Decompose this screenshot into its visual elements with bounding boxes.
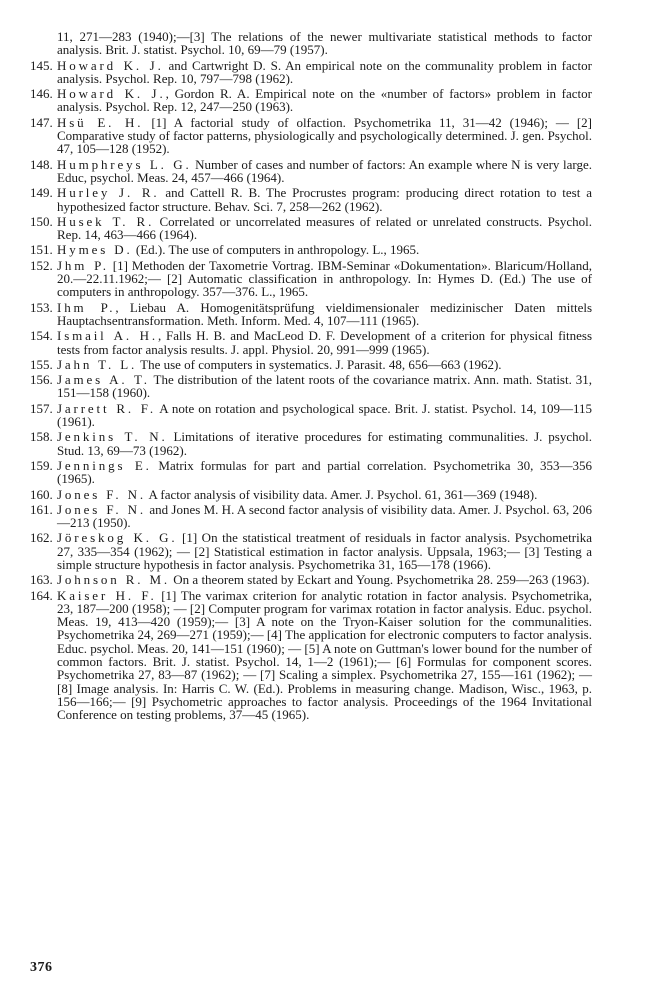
reference-details: Correlated or uncorrelated measures of related or unrelated constructs. Psychol. Rep. 14, 463—466 (1964).: [57, 213, 592, 243]
reference-details: The use of computers in systematics. J. Parasit. 48, 656—663 (1962).: [137, 356, 502, 372]
reference-text: [57, 589, 592, 722]
reference-number: 164.: [30, 587, 53, 603]
reference-text: [57, 243, 592, 256]
reference-entry: [30, 158, 592, 185]
reference-continuation: 11, 271—283 (1940);—[3] The relations of the newer multivariate statistical methods to factor analysis. Brit. J. statist. Psychol. 10, 69—79 (1957).: [57, 29, 592, 58]
reference-details: On a theorem stated by Eckart and Young. Psychometrika 28. 259—263 (1963).: [170, 572, 590, 588]
reference-text: [57, 259, 592, 299]
reference-author: Jarrett R. F.: [57, 400, 156, 416]
reference-author: Hsü E. H.: [57, 114, 144, 130]
reference-text: [57, 531, 592, 571]
reference-entry: [30, 259, 592, 299]
reference-author: Jennings E.: [57, 457, 152, 473]
reference-details: [1] A factorial study of olfaction. Psychometrika 11, 31—42 (1946); — [2] Comparative study of factor patterns, physiologically and psychologically determined. J. gen. Psychol. 47, 105—128 (1952).: [57, 114, 592, 157]
reference-number: 146.: [30, 86, 53, 102]
reference-text: [57, 488, 592, 501]
reference-number: 152.: [30, 257, 53, 273]
reference-author: Jahn T. L.: [57, 356, 138, 372]
reference-details: The distribution of the latent roots of the covariance matrix. Ann. math. Statist. 31, 151—158 (1960).: [57, 372, 592, 401]
reference-text: [57, 503, 592, 530]
reference-details: [1] On the statistical treatment of residuals in factor analysis. Psychometrika 27, 335—354 (1962); — [2] Statistical estimation in factor analysis. Uppsala, 1963;— [3] Testing a simple structure hypothesis in factor analysis. Psychometrika 31, 165—178 (1966).: [57, 530, 592, 572]
reference-entry: [30, 59, 592, 86]
reference-entry: [30, 373, 592, 400]
reference-author: Jenkins T. N.: [57, 429, 168, 445]
reference-entry: [30, 488, 592, 501]
reference-details: (Ed.). The use of computers in anthropology. L., 1965.: [132, 242, 420, 258]
reference-author: Ismail A. H.: [57, 328, 158, 344]
reference-details: Limitations of iterative procedures for estimating communalities. J. psychol. Stud. 13, 69—73 (1962).: [57, 429, 592, 458]
reference-text: [57, 301, 592, 328]
reference-list: [30, 59, 592, 722]
reference-entry: [30, 531, 592, 571]
reference-author: Howard K. J.: [57, 86, 166, 102]
reference-details: Matrix formulas for part and partial correlation. Psychometrika 30, 353—356 (1965).: [57, 457, 592, 487]
reference-text: [57, 87, 592, 114]
reference-details: [1] The varimax criterion for analytic rotation in factor analysis. Psychometrika, 23, 187—200 (1958); — [2] Computer program for varimax rotation in factor analysis. Educ. psychol. Meas. 19, 413—420 (1959);— [3] A note on the Tryon-Kaiser solution for the communalities. Psychometrika 24, 269—271 (1959);— [4] The application for electronic computers to factor analysis. Educ. psychol. Meas. 20, 141—151 (1960); — [5] A note on Guttman's lower bound for the number of common factors. Brit. J. statist. Psychol. 14, 1—2 (1961);— [6] Formulas for component scores. Psychometrika 27, 83—87 (1962); — [7] Scaling a simplex. Psychometrika 27, 155—161 (1962); — [8] Image analysis. In: Harris C. W. (Ed.). Problems in measuring change. Madison, Wisc., 1963, p. 156—166;— [9] Psychometric approaches to factor analysis. Proceedings of the 1964 Invitational Conference on testing problems, 37—45 (1965).: [57, 587, 592, 723]
reference-number: 159.: [30, 457, 53, 473]
reference-text: [57, 158, 592, 185]
reference-author: Hymes D.: [57, 242, 133, 258]
reference-text: [57, 329, 592, 356]
reference-entry: [30, 589, 592, 722]
reference-number: 163.: [30, 572, 53, 588]
reference-number: 154.: [30, 328, 53, 344]
reference-number: 162.: [30, 530, 53, 546]
reference-details: A factor analysis of visibility data. Amer. J. Psychol. 61, 361—369 (1948).: [145, 486, 538, 502]
reference-author: Howard K. J.: [57, 57, 164, 73]
reference-entry: [30, 573, 592, 586]
reference-entry: [30, 329, 592, 356]
reference-author: Ihm P.: [57, 299, 116, 315]
reference-author: Kaiser H. F.: [57, 587, 157, 603]
reference-number: 158.: [30, 429, 53, 445]
reference-details: , Liebau A. Homogenitätsprüfung vieldimensionaler medizinischer Daten mittels Hauptachsentransformation. Meth. Inform. Med. 4, 107—111 (1965).: [57, 299, 593, 328]
page-number: 376: [30, 960, 53, 975]
reference-author: Hurley J. R.: [57, 185, 160, 201]
reference-details: and Jones M. H. A second factor analysis of visibility data. Amer. J. Psychol. 63, 206—213 (1950).: [57, 501, 592, 531]
reference-author: Humphreys L. G.: [57, 156, 192, 172]
reference-number: 151.: [30, 242, 53, 258]
reference-author: Husek T. R.: [57, 213, 155, 229]
reference-author: James A. T.: [57, 372, 150, 388]
reference-number: 145.: [30, 57, 53, 73]
reference-number: 150.: [30, 213, 53, 229]
reference-entry: [30, 358, 592, 371]
reference-author: Jones F. N.: [57, 486, 146, 502]
reference-author: Jöreskog K. G.: [57, 530, 178, 546]
reference-text: [57, 358, 592, 371]
reference-details: and Cattell R. B. The Procrustes program: producing direct rotation to test a hypothesized factor structure. Behav. Sci. 7, 258—262 (1962).: [57, 185, 592, 214]
reference-entry: [30, 402, 592, 429]
reference-text: [57, 373, 592, 400]
reference-number: 157.: [30, 400, 53, 416]
reference-entry: [30, 116, 592, 156]
reference-entry: [30, 503, 592, 530]
reference-text: [57, 573, 592, 586]
reference-number: 147.: [30, 114, 53, 130]
reference-number: 155.: [30, 356, 53, 372]
reference-text: [57, 430, 592, 457]
reference-number: 153.: [30, 299, 53, 315]
reference-details: and Cartwright D. S. An empirical note on the communality problem in factor analysis. Psychol. Rep. 10, 797—798 (1962).: [57, 57, 592, 86]
reference-entry: [30, 87, 592, 114]
reference-text: [57, 186, 592, 213]
reference-details: A note on rotation and psychological space. Brit. J. statist. Psychol. 14, 109—115 (1961).: [57, 400, 592, 430]
reference-number: 160.: [30, 486, 53, 502]
reference-entry: [30, 430, 592, 457]
reference-number: 149.: [30, 185, 53, 201]
reference-details: , Falls H. B. and MacLeod D. F. Development of a criterion for physical fitness tests from factor analysis results. J. appl. Physiol. 20, 991—999 (1965).: [57, 328, 593, 357]
reference-entry: [30, 459, 592, 486]
reference-entry: [30, 301, 592, 328]
reference-author: Johnson R. M.: [57, 572, 171, 588]
reference-text: [57, 116, 592, 156]
reference-entry: [30, 186, 592, 213]
reference-number: 156.: [30, 372, 53, 388]
reference-entry: [30, 243, 592, 256]
reference-entry: [30, 215, 592, 242]
reference-author: Jones F. N.: [57, 501, 147, 517]
reference-number: 148.: [30, 156, 53, 172]
reference-text: [57, 215, 592, 242]
reference-author: Jhm P.: [57, 257, 109, 273]
reference-text: [57, 402, 592, 429]
reference-details: , Gordon R. A. Empirical note on the «number of factors» problem in factor analysis. Psychol. Rep. 12, 247—250 (1963).: [57, 86, 592, 115]
reference-details: [1] Methoden der Taxometrie Vortrag. IBM-Seminar «Dokumentation». Blaricum/Holland, 20.—22.11.1962;— [2] Automatic classification in anthropology. In: Hymes D. (Ed.) The use of computers in anthropology. 357—376. L., 1965.: [57, 257, 593, 300]
reference-number: 161.: [30, 501, 53, 517]
reference-details: Number of cases and number of factors: An example where N is very large. Educ, psychol. Meas. 24, 457—466 (1964).: [57, 156, 593, 185]
reference-text: [57, 59, 592, 86]
reference-text: [57, 459, 592, 486]
